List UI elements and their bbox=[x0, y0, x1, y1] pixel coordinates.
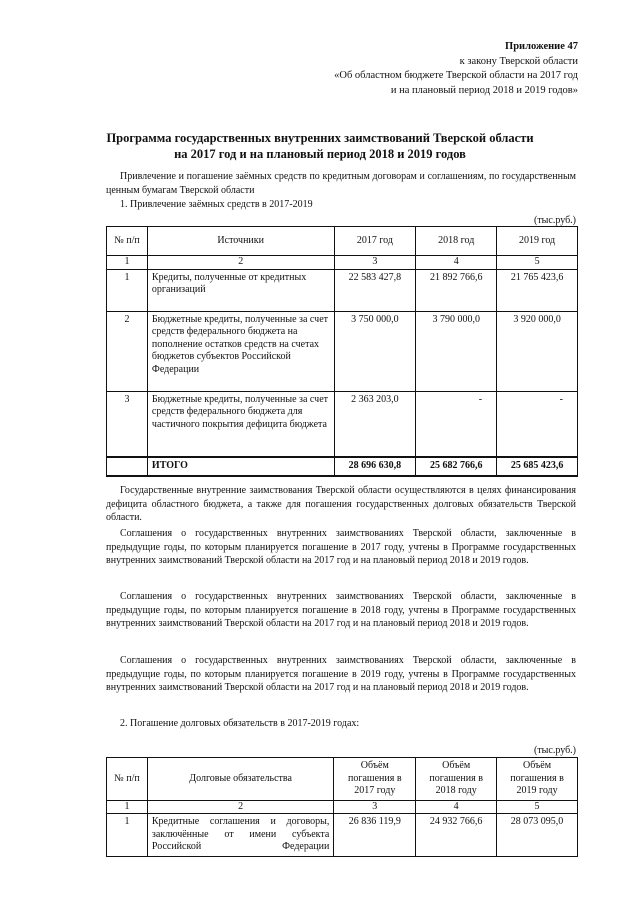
table-header-row: № п/п Долговые обязательства Объём погашения в 2017 году Объём погашения в 2018 году Объём погашения в 2019 году bbox=[107, 758, 578, 801]
table-row: 1 Кредитные соглашения и договоры, заключённые от имени субъекта Российской Федерации 26 836 119,9 24 932 766,6 28 073 095,0 bbox=[107, 814, 578, 857]
repayment-table bbox=[106, 757, 578, 857]
paragraph-2018: Соглашения о государственных внутренних заимствованиях Тверской области, заключенные в предыдущие годы, по которым планируется погашение в 2018 году, учтены в Программе государственных внутренних заимствований Тверской области на 2017 год и на плановый период 2018 и 2019 годов. bbox=[106, 591, 576, 629]
appendix-law-title: «Об областном бюджете Тверской области на 2017 год bbox=[334, 70, 578, 81]
intro-paragraph: Привлечение и погашение заёмных средств по кредитным договорам и соглашениям, по государственным ценным бумагам Тверской области bbox=[106, 171, 576, 196]
section2-unit: (тыс.руб.) bbox=[533, 745, 576, 756]
appendix-header bbox=[334, 40, 578, 98]
column-number-row: 1 2 3 4 5 bbox=[107, 256, 578, 270]
column-number-row: 1 2 3 4 5 bbox=[107, 800, 578, 814]
paragraph-2017: Соглашения о государственных внутренних заимствованиях Тверской области, заключенные в предыдущие годы, по которым планируется погашение в 2017 году, учтены в Программе государственных внутренних заимствований Тверской области на 2017 год и на плановый период 2018 и 2019 годов. bbox=[106, 528, 576, 566]
table-total-row: ИТОГО 28 696 630,8 25 682 766,6 25 685 423,6 bbox=[107, 457, 578, 476]
table-header-row: № п/п Источники 2017 год 2018 год 2019 год bbox=[107, 227, 578, 256]
section1-unit: (тыс.руб.) bbox=[533, 215, 576, 226]
section2-heading: 2. Погашение долговых обязательств в 2017-2019 годах: bbox=[120, 718, 360, 729]
appendix-law-period: и на плановый период 2018 и 2019 годов» bbox=[390, 84, 578, 96]
total-label: ИТОГО bbox=[147, 457, 334, 476]
appendix-law: к закону Тверской области bbox=[459, 55, 578, 67]
paragraph-purpose: Государственные внутренние заимствования Тверской области осуществляются в целях финансирования дефицита областного бюджета, а также для погашения государственных долговых обязательств Тверской области. bbox=[106, 485, 576, 523]
table-row: 1 Кредиты, полученные от кредитных организаций 22 583 427,8 21 892 766,6 21 765 423,6 bbox=[107, 269, 578, 311]
table-row: 3 Бюджетные кредиты, полученные за счет средств федерального бюджета для частичного покрытия дефицита бюджета 2 363 203,0 - - bbox=[107, 391, 578, 457]
table-row: 2 Бюджетные кредиты, полученные за счет средств федерального бюджета на пополнение остатков средств на счетах бюджетов субъектов Российской Федерации 3 750 000,0 3 790 000,0 3 920 000,0 bbox=[107, 311, 578, 391]
borrowing-table bbox=[106, 226, 578, 477]
page-title: Программа государственных внутренних заимствований Тверской области на 2017 год и на плановый период 2018 и 2019 годов bbox=[106, 131, 534, 161]
section1-heading: 1. Привлечение заёмных средств в 2017-2019 bbox=[120, 199, 313, 210]
appendix-number: Приложение 47 bbox=[505, 41, 578, 52]
paragraph-2019: Соглашения о государственных внутренних заимствованиях Тверской области, заключенные в предыдущие годы, по которым планируется погашение в 2019 году, учтены в Программе государственных внутренних заимствований Тверской области на 2017 год и на плановый период 2018 и 2019 годов. bbox=[106, 655, 576, 693]
